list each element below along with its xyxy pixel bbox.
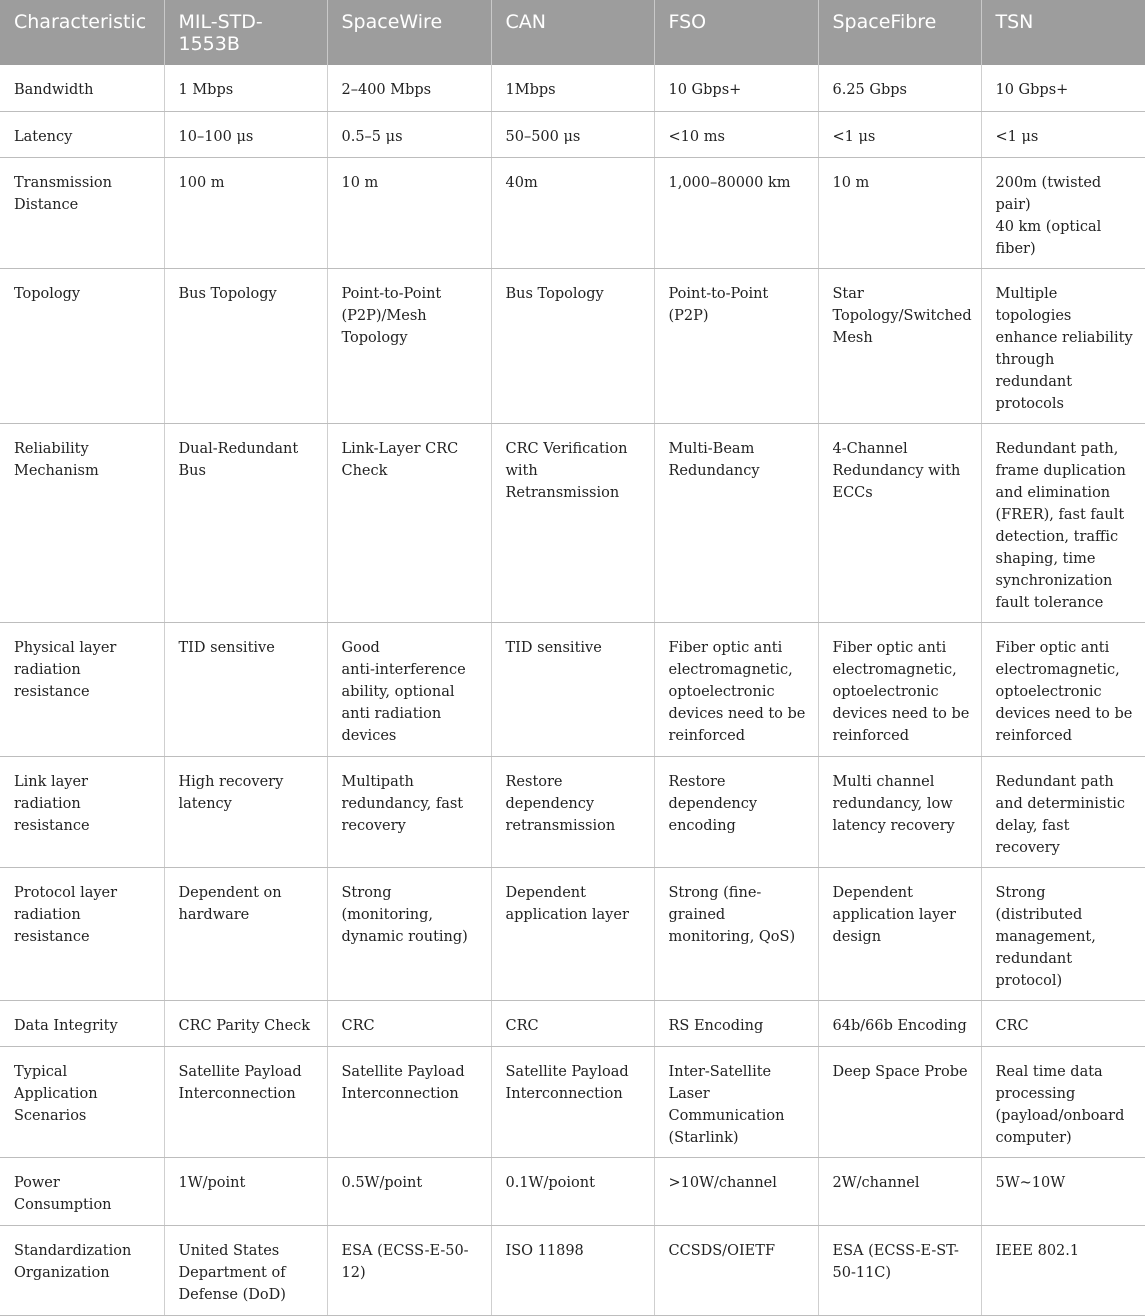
table-cell: 64b/66b Encoding [818, 1000, 981, 1046]
row-label-cell: Link layer radiation resistance [0, 756, 164, 867]
header-cell: TSN [981, 0, 1145, 65]
row-label-cell: Power Consumption [0, 1157, 164, 1225]
table-cell: CRC Verification with Retransmission [491, 423, 654, 622]
table-row [0, 1225, 1145, 1315]
table-cell: High recovery latency [164, 756, 327, 867]
row-label-cell: Latency [0, 111, 164, 157]
table-row [0, 65, 1145, 111]
header-cell: MIL-STD-1553B [164, 0, 327, 65]
table-row [0, 111, 1145, 157]
table-row [0, 867, 1145, 1000]
table-cell: Deep Space Probe [818, 1046, 981, 1157]
table-cell: Restore dependency retransmission [491, 756, 654, 867]
table-cell: 10 m [818, 157, 981, 268]
table-cell: Bus Topology [164, 268, 327, 423]
table-cell: 1Mbps [491, 65, 654, 111]
table-row [0, 268, 1145, 423]
table-cell: CRC [327, 1000, 491, 1046]
table-cell: Strong (distributed management, redundant protocol) [981, 867, 1145, 1000]
header-cell: FSO [654, 0, 818, 65]
table-cell: Fiber optic anti electromagnetic, optoelectronic devices need to be reinforced [818, 622, 981, 756]
table-cell: ESA (ECSS-E-ST-50-11C) [818, 1225, 981, 1315]
row-label-cell: Transmission Distance [0, 157, 164, 268]
table-cell: Strong (monitoring, dynamic routing) [327, 867, 491, 1000]
table-cell: Dependent application layer [491, 867, 654, 1000]
header-cell: SpaceWire [327, 0, 491, 65]
table-row [0, 423, 1145, 622]
table-cell: 1,000–80000 km [654, 157, 818, 268]
table-cell: 6.25 Gbps [818, 65, 981, 111]
table-cell: Inter-Satellite Laser Communication (Starlink) [654, 1046, 818, 1157]
table-cell: ISO 11898 [491, 1225, 654, 1315]
table-row [0, 756, 1145, 867]
table-cell: Bus Topology [491, 268, 654, 423]
header-cell: Characteristic [0, 0, 164, 65]
table-cell: 100 m [164, 157, 327, 268]
table-cell: CRC Parity Check [164, 1000, 327, 1046]
table-cell: Satellite Payload Interconnection [491, 1046, 654, 1157]
table-cell: Strong (fine-grained monitoring, QoS) [654, 867, 818, 1000]
table-cell: Good anti-interference ability, optional anti radiation devices [327, 622, 491, 756]
row-label-cell: Topology [0, 268, 164, 423]
table-cell: 10 Gbps+ [981, 65, 1145, 111]
table-cell: <10 ms [654, 111, 818, 157]
table-cell: Multi-Beam Redundancy [654, 423, 818, 622]
table-cell: 5W~10W [981, 1157, 1145, 1225]
table-cell: Multi channel redundancy, low latency recovery [818, 756, 981, 867]
table-cell: Star Topology/Switched Mesh [818, 268, 981, 423]
table-cell: 2–400 Mbps [327, 65, 491, 111]
table-cell: 10 m [327, 157, 491, 268]
table-row [0, 1000, 1145, 1046]
table-cell: IEEE 802.1 [981, 1225, 1145, 1315]
table-cell: 2W/channel [818, 1157, 981, 1225]
header-row [0, 0, 1145, 65]
table-cell: TID sensitive [491, 622, 654, 756]
table-cell: TID sensitive [164, 622, 327, 756]
table-cell: 0.5–5 μs [327, 111, 491, 157]
table-cell: CCSDS/OIETF [654, 1225, 818, 1315]
table-cell: Dependent application layer design [818, 867, 981, 1000]
table-cell: 10–100 μs [164, 111, 327, 157]
table-cell: 200m (twisted pair) 40 km (optical fiber) [981, 157, 1145, 268]
table-cell: 10 Gbps+ [654, 65, 818, 111]
table-cell: Link-Layer CRC Check [327, 423, 491, 622]
table-cell: Dual-Redundant Bus [164, 423, 327, 622]
table-cell: <1 μs [981, 111, 1145, 157]
table-row [0, 622, 1145, 756]
table-row [0, 1157, 1145, 1225]
table-cell: Fiber optic anti electromagnetic, optoelectronic devices need to be reinforced [981, 622, 1145, 756]
row-label-cell: Physical layer radiation resistance [0, 622, 164, 756]
table-cell: ESA (ECSS-E-50-12) [327, 1225, 491, 1315]
table-cell: Satellite Payload Interconnection [164, 1046, 327, 1157]
table-row [0, 1046, 1145, 1157]
table-cell: >10W/channel [654, 1157, 818, 1225]
table-cell: Real time data processing (payload/onboard computer) [981, 1046, 1145, 1157]
table-cell: <1 μs [818, 111, 981, 157]
table-cell: 40m [491, 157, 654, 268]
row-label-cell: Typical Application Scenarios [0, 1046, 164, 1157]
table-cell: 4-Channel Redundancy with ECCs [818, 423, 981, 622]
table-body [0, 65, 1145, 1315]
row-label-cell: Reliability Mechanism [0, 423, 164, 622]
table-cell: Satellite Payload Interconnection [327, 1046, 491, 1157]
table-cell: Fiber optic anti electromagnetic, optoelectronic devices need to be reinforced [654, 622, 818, 756]
table-cell: Point-to-Point (P2P) [654, 268, 818, 423]
table-cell: Point-to-Point (P2P)/Mesh Topology [327, 268, 491, 423]
row-label-cell: Standardization Organization [0, 1225, 164, 1315]
table-cell: United States Department of Defense (DoD) [164, 1225, 327, 1315]
table-cell: 0.1W/poiont [491, 1157, 654, 1225]
table-cell: RS Encoding [654, 1000, 818, 1046]
table-cell: Multiple topologies enhance reliability through redundant protocols [981, 268, 1145, 423]
row-label-cell: Bandwidth [0, 65, 164, 111]
table-cell: Redundant path and deterministic delay, fast recovery [981, 756, 1145, 867]
table-cell: Dependent on hardware [164, 867, 327, 1000]
table-cell: 1W/point [164, 1157, 327, 1225]
row-label-cell: Data Integrity [0, 1000, 164, 1046]
table-cell: CRC [491, 1000, 654, 1046]
table-cell: 50–500 μs [491, 111, 654, 157]
table-header [0, 0, 1145, 65]
table-cell: Multipath redundancy, fast recovery [327, 756, 491, 867]
table-cell: 0.5W/point [327, 1157, 491, 1225]
table-cell: Restore dependency encoding [654, 756, 818, 867]
table-cell: 1 Mbps [164, 65, 327, 111]
table-row [0, 157, 1145, 268]
header-cell: CAN [491, 0, 654, 65]
table-cell: CRC [981, 1000, 1145, 1046]
table-cell: Redundant path, frame duplication and elimination (FRER), fast fault detection, traffic shaping, time synchronization fault tolerance [981, 423, 1145, 622]
header-cell: SpaceFibre [818, 0, 981, 65]
row-label-cell: Protocol layer radiation resistance [0, 867, 164, 1000]
